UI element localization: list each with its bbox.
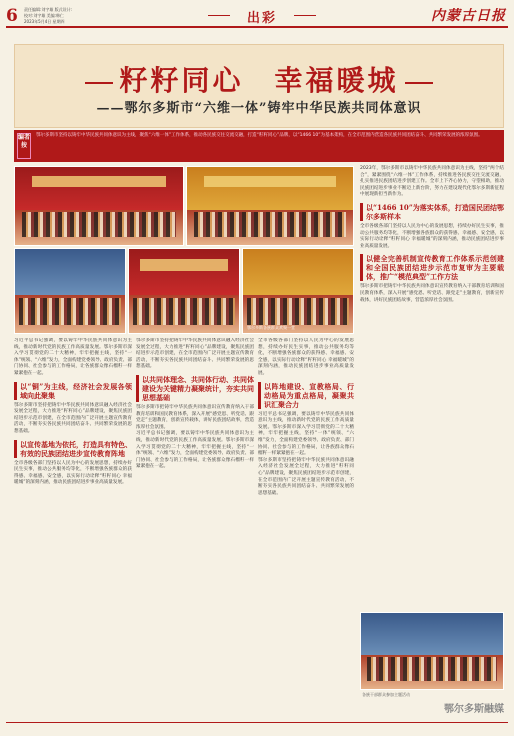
photo-stage-2 <box>186 166 354 246</box>
page-number: 6 <box>6 6 18 26</box>
article-title-text: 籽籽同心 幸福暖城 <box>119 64 399 97</box>
editor-note-box <box>14 130 504 162</box>
page-footer <box>6 722 508 732</box>
photo-group-2 <box>128 248 240 334</box>
col2-text-2: 鄂尔多斯市把铸牢中华民族共同体意识宣传教育纳入干部教育培训和国民教育体系，深入开展“感党恩、听党话、跟党走”主题教育，创新宣传载体，讲好民族团结故事，营造浓厚社会氛围。 <box>136 404 254 430</box>
column-1 <box>14 338 132 718</box>
col3-text-2: 习近平总书记强调，要以铸牢中华民族共同体意识为主线，推动新时代党的民族工作高质量发展。鄂尔多斯市深入学习贯彻党的二十大精神，牢牢把握主线，坚持“一体”统领、“六维”发力，全面构建党委领导、政府负责、部门协同、社会参与的工作格局，让各族群众像石榴籽一样紧紧抱在一起。 <box>258 411 354 457</box>
article-title <box>15 59 503 99</box>
column-2 <box>136 338 254 718</box>
editor-note-text: 鄂尔多斯市坚持以铸牢中华民族共同体意识为主线，聚焦“六维一体”工作体系，推动各民族交往交流交融，打造“籽籽同心”品牌，以“1466 10”为基本架构，在全市范围内营造各民族共同团结奋斗、共同繁荣发展的浓厚氛围。 <box>36 133 483 138</box>
title-block <box>14 44 504 128</box>
col2-text-3: 习近平总书记强调，要以铸牢中华民族共同体意识为主线，推动新时代党的民族工作高质量发展。鄂尔多斯市深入学习贯彻党的二十大精神，牢牢把握主线，坚持“一体”统领、“六维”发力，全面构建党委领导、政府负责、部门协同、社会参与的工作格局，让各族群众像石榴籽一样紧紧抱在一起。 <box>136 431 254 470</box>
photo-stage-1 <box>14 166 184 246</box>
col1-text: 习近平总书记强调，要以铸牢中华民族共同体意识为主线，推动新时代党的民族工作高质量发展。鄂尔多斯市深入学习贯彻党的二十大精神，牢牢把握主线，坚持“一体”统领、“六维”发力，全面构建党委领导、政府负责、部门协同、社会参与的工作格局，让各族群众像石榴籽一样紧紧抱在一起。 <box>14 338 132 376</box>
col1-text-3: 全市各级各部门坚持以人民为中心的发展思想，持续办好民生实事，推动公共服务均等化，不断增强各族群众的获得感、幸福感、安全感，以实际行动诠释“籽籽同心 幸福暖城”的深刻内涵，推动民族团结进步事业高质量发展。 <box>14 460 132 486</box>
col3-text: 全市各级各部门坚持以人民为中心的发展思想，持续办好民生实事，推动公共服务均等化，不断增强各族群众的获得感、幸福感、安全感，以实际行动诠释“籽籽同心 幸福暖城”的深刻内涵，推动民族团结进步事业高质量发展。 <box>258 338 354 376</box>
heading-4: 以宣传基地为依托，打造具有特色、有效的民族团结进步宣传教育阵地 <box>14 440 132 458</box>
right-col-text-2: 全市各级各部门坚持以人民为中心的发展思想，持续办好民生实事，推动公共服务均等化，不断增强各族群众的获得感、幸福感、安全感，以实际行动诠释“籽籽同心 幸福暖城”的深刻内涵，推动民族团结进步事业高质量发展。 <box>360 223 504 249</box>
section-title <box>202 7 322 24</box>
newspaper-logo: 内蒙古日报 <box>431 8 506 24</box>
article-subtitle: ——鄂尔多斯市“六维一体”铸牢中华民族共同体意识 <box>96 101 422 116</box>
meta-date: 2023年5月4日 星期四 <box>24 19 65 24</box>
bottom-photo-inner <box>361 613 503 689</box>
meta-proof: 校对:刘宇雄 美编:韩仁 <box>24 13 64 18</box>
heading-6: 以健全完善机制宣传教育工作体系示范创建和全国民族团结进步示范市复审为主要载体，推广“模范典型”工作方法 <box>360 254 504 281</box>
col2-text: 鄂尔多斯市坚持把铸牢中华民族共同体意识融入经济社会发展全过程，大力推进“籽籽同心”品牌建设，聚焦民族团结进步示范市创建，在全市范围内广泛开展主题宣传教育活动，不断夯实各民族共同团结奋斗、共同繁荣发展的思想基础。 <box>136 338 254 370</box>
photo-group-1 <box>14 248 126 334</box>
editor-note-label: 编者按 <box>17 133 31 159</box>
section-label: 出彩 <box>246 11 277 26</box>
meta-editor: 责任编辑:刘宇雄 版式设计: <box>24 7 72 12</box>
header-meta <box>24 7 72 25</box>
column-3 <box>258 338 354 718</box>
heading-5: 以“1466 10”为落实体系，打造国民团结鄂尔多斯样本 <box>360 203 504 221</box>
page-header <box>6 4 508 28</box>
photo-collage <box>14 166 354 334</box>
watermark: 鄂尔多斯融媒 <box>444 704 504 715</box>
heading-3: 以共同体理念、共同体行动、共同体建设为关键精力凝聚统计，夯实共同思想基础 <box>136 375 254 402</box>
col1-text-2: 鄂尔多斯市坚持把铸牢中华民族共同体意识融入经济社会发展全过程，大力推进“籽籽同心”品牌建设，聚焦民族团结进步示范市创建，在全市范围内广泛开展主题宣传教育活动，不断夯实各民族共同团结奋斗、共同繁荣发展的思想基础。 <box>14 402 132 434</box>
photo-caption: 鄂尔多斯各族群众欢聚一堂 <box>247 325 295 330</box>
right-col-text: 2023年，鄂尔多斯市以铸牢中华民族共同体意识为主线，坚持“两个结合”，紧紧围绕“六维一体”工作体系，持续推进各民族交往交流交融，扎实推进民族团结进步创建工作。全市上下齐心协力，守望相助，推动民族团结进步事业不断迈上新台阶，努力在建设现代化鄂尔多斯新征程中展现新担当新作为。 <box>360 166 504 198</box>
col3-text-3: 鄂尔多斯市坚持把铸牢中华民族共同体意识融入经济社会发展全过程，大力推进“籽籽同心”品牌建设，聚焦民族团结进步示范市创建，在全市范围内广泛开展主题宣传教育活动，不断夯实各民族共同团结奋斗、共同繁荣发展的思想基础。 <box>258 457 354 496</box>
heading-1: 以“铜”为主线，经济社会发展各领域向此聚集 <box>14 382 132 400</box>
right-col-text-3: 鄂尔多斯市把铸牢中华民族共同体意识宣传教育纳入干部教育培训和国民教育体系，深入开展“感党恩、听党话、跟党走”主题教育，创新宣传载体，讲好民族团结故事，营造浓厚社会氛围。 <box>360 284 504 303</box>
heading-2: 以阵地建设、宣教格局、行动格局为重点格局，凝聚共识汇聚合力 <box>258 382 354 409</box>
bottom-photo <box>360 612 504 690</box>
photo-group-3 <box>242 248 354 334</box>
right-column <box>360 166 504 304</box>
bottom-caption: 各族干部群众参加主题活动 <box>362 692 410 697</box>
